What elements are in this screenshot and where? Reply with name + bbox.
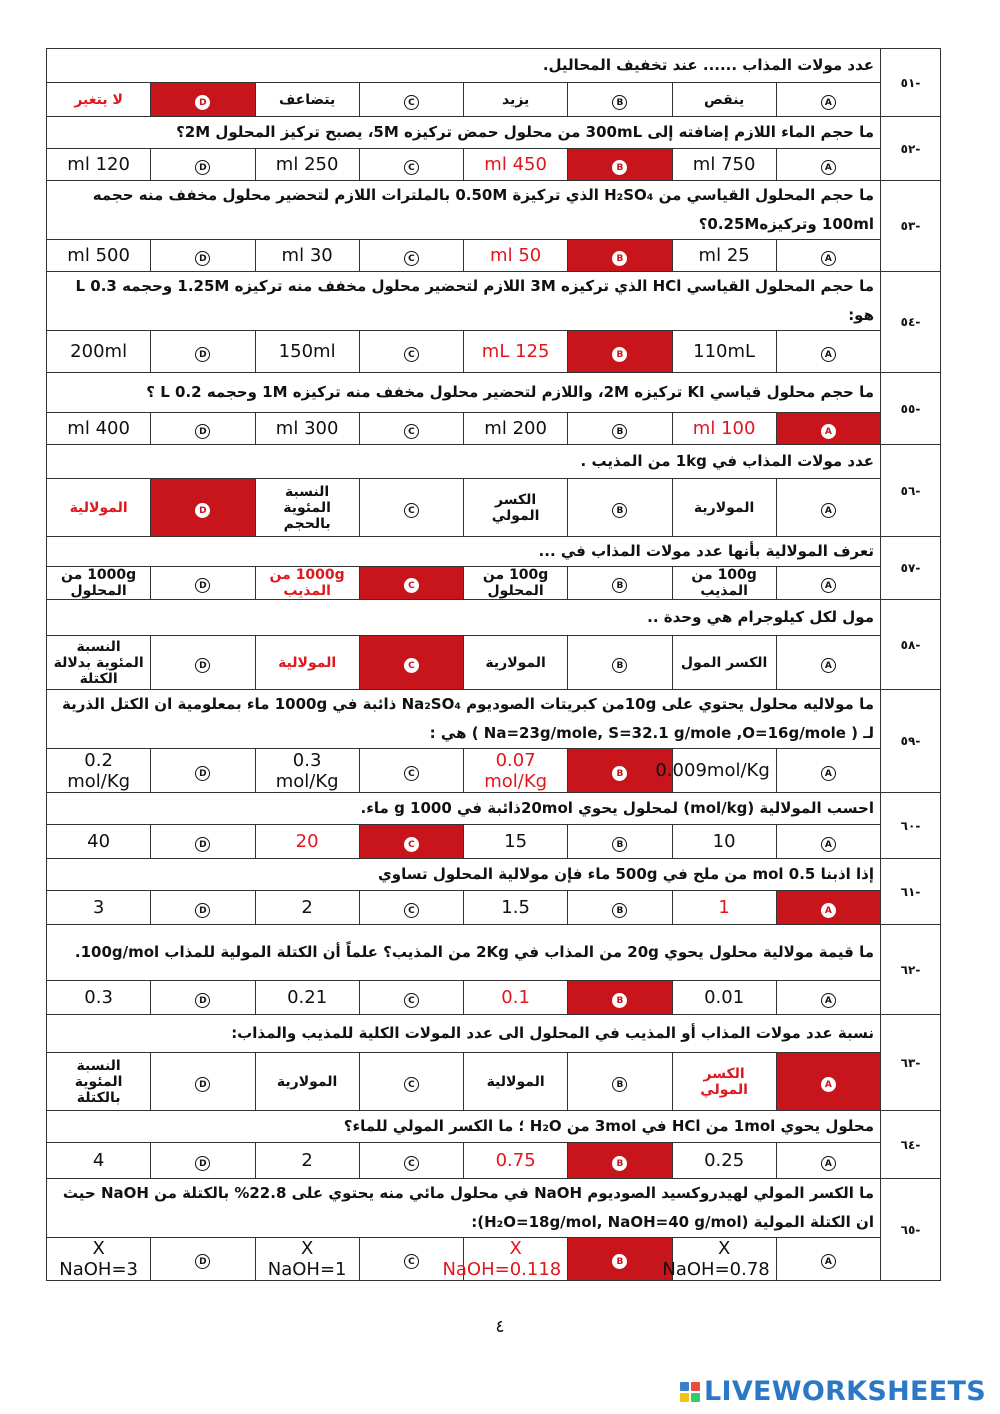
question-number: -٦١ xyxy=(881,859,941,925)
option-a-answer[interactable]: الكسر المولي xyxy=(672,1053,776,1111)
option-a-marker[interactable] xyxy=(776,1053,880,1111)
option-c-answer[interactable]: 20 xyxy=(255,825,359,859)
option-a-answer[interactable]: 10 xyxy=(672,825,776,859)
question-row xyxy=(47,793,941,825)
questions-table xyxy=(46,48,941,1281)
option-c-marker[interactable] xyxy=(359,149,463,181)
option-c-answer[interactable]: 250 ml xyxy=(255,149,359,181)
option-b-answer[interactable]: 200 ml xyxy=(464,413,568,445)
option-b-marker[interactable] xyxy=(568,981,672,1015)
option-letter-icon: A xyxy=(821,95,836,110)
answer-row xyxy=(47,1053,941,1111)
option-d-marker[interactable] xyxy=(151,749,255,793)
option-a-marker[interactable] xyxy=(776,636,880,690)
option-a-marker[interactable] xyxy=(776,83,880,117)
option-b-marker[interactable] xyxy=(568,1238,672,1281)
option-b-answer[interactable]: 450 ml xyxy=(464,149,568,181)
answer-row xyxy=(47,149,941,181)
option-b-marker[interactable] xyxy=(568,825,672,859)
option-letter-icon: C xyxy=(404,251,419,266)
question-text: عدد مولات المذاب في 1kg من المذيب . xyxy=(47,445,881,479)
option-b-answer[interactable]: 15 xyxy=(464,825,568,859)
option-a-answer[interactable]: X NaOH=0.78 xyxy=(672,1238,776,1281)
option-c-marker[interactable] xyxy=(359,567,463,600)
option-c-marker[interactable] xyxy=(359,240,463,272)
option-letter-icon: B xyxy=(612,424,627,439)
option-c-answer[interactable]: 300 ml xyxy=(255,413,359,445)
question-row xyxy=(47,373,941,413)
option-d-answer[interactable]: X NaOH=3 xyxy=(47,1238,151,1281)
option-d-marker[interactable] xyxy=(151,413,255,445)
option-a-marker[interactable] xyxy=(776,149,880,181)
option-letter-icon: B xyxy=(612,347,627,362)
option-b-marker[interactable] xyxy=(568,240,672,272)
option-letter-icon: A xyxy=(821,658,836,673)
option-c-marker[interactable] xyxy=(359,749,463,793)
option-d-marker[interactable] xyxy=(151,479,255,537)
question-number: -٦٣ xyxy=(881,1015,941,1111)
option-b-answer[interactable]: 100g من المحلول xyxy=(464,567,568,600)
option-letter-icon: C xyxy=(404,160,419,175)
option-c-answer[interactable]: المولارية xyxy=(255,1053,359,1111)
option-letter-icon: B xyxy=(612,1254,627,1269)
option-b-answer[interactable]: المولارية xyxy=(464,636,568,690)
option-b-answer[interactable]: 1.5 xyxy=(464,891,568,925)
option-a-marker[interactable] xyxy=(776,749,880,793)
question-row xyxy=(47,925,941,981)
answer-row xyxy=(47,891,941,925)
option-b-answer[interactable]: الكسر المولي xyxy=(464,479,568,537)
option-a-marker[interactable] xyxy=(776,479,880,537)
question-row xyxy=(47,537,941,567)
option-letter-icon: C xyxy=(404,766,419,781)
question-row xyxy=(47,1179,941,1238)
option-b-marker[interactable] xyxy=(568,149,672,181)
option-c-answer[interactable]: يتضاعف xyxy=(255,83,359,117)
option-a-answer[interactable]: الكسر المول xyxy=(672,636,776,690)
option-letter-icon: D xyxy=(195,424,210,439)
option-a-marker[interactable] xyxy=(776,567,880,600)
option-d-marker[interactable] xyxy=(151,891,255,925)
option-d-marker[interactable] xyxy=(151,240,255,272)
option-d-marker[interactable] xyxy=(151,149,255,181)
question-text: احسب المولالية (mol/kg) لمحلول يحوي 20molذائبة في 1000 g ماء. xyxy=(47,793,881,825)
answer-row xyxy=(47,1143,941,1179)
option-d-answer[interactable]: 200ml xyxy=(47,331,151,373)
option-c-answer[interactable]: 150ml xyxy=(255,331,359,373)
option-d-marker[interactable] xyxy=(151,1143,255,1179)
option-letter-icon: A xyxy=(821,503,836,518)
option-letter-icon: A xyxy=(821,993,836,1008)
option-b-answer[interactable]: المولالية xyxy=(464,1053,568,1111)
option-d-marker[interactable] xyxy=(151,825,255,859)
option-letter-icon: D xyxy=(195,1077,210,1092)
question-text: ما قيمة مولالية محلول يحوي 20g من المذاب في 2Kg من المذيب؟ علماً أن الكتلة المولية للمذاب 100g/mol. xyxy=(47,925,881,981)
question-text: ما مولاليه محلول يحتوي على 10gمن كبريتات الصوديوم Na₂SO₄ ذائبة في 1000g ماء بمعلومية ان الكتل الذرية لـ ( Na=23g/mole, S=32.1 g/mole ,O=16g/mole ) هي : xyxy=(47,690,881,749)
option-letter-icon: B xyxy=(612,95,627,110)
option-d-marker[interactable] xyxy=(151,1238,255,1281)
answer-row xyxy=(47,83,941,117)
option-a-answer[interactable]: ينقص xyxy=(672,83,776,117)
option-letter-icon: C xyxy=(404,1156,419,1171)
option-a-answer[interactable]: 0.01 xyxy=(672,981,776,1015)
option-d-answer[interactable]: 0.3 xyxy=(47,981,151,1015)
option-letter-icon: C xyxy=(404,95,419,110)
option-letter-icon: A xyxy=(821,837,836,852)
option-b-marker[interactable] xyxy=(568,636,672,690)
option-c-marker[interactable] xyxy=(359,413,463,445)
option-letter-icon: D xyxy=(195,1156,210,1171)
option-letter-icon: C xyxy=(404,578,419,593)
answer-row xyxy=(47,1238,941,1281)
option-letter-icon: D xyxy=(195,503,210,518)
option-d-answer[interactable]: 1000g من المحلول xyxy=(47,567,151,600)
option-b-marker[interactable] xyxy=(568,331,672,373)
option-letter-icon: C xyxy=(404,424,419,439)
logo-icon xyxy=(680,1382,700,1402)
option-d-marker[interactable] xyxy=(151,1053,255,1111)
question-row xyxy=(47,181,941,240)
question-number: -٥٥ xyxy=(881,373,941,445)
option-letter-icon: D xyxy=(195,903,210,918)
question-row xyxy=(47,272,941,331)
option-b-answer[interactable]: 0.1 xyxy=(464,981,568,1015)
question-text: ما حجم محلول قياسي KI تركيزه 2M، واللازم لتحضير محلول مخفف منه تركيزه 1M وحجمه 0.2 L ؟ xyxy=(47,373,881,413)
option-letter-icon: D xyxy=(195,251,210,266)
question-text: ما حجم الماء اللازم إضافته إلى 300mL من محلول حمض تركيزه 5M، يصبح تركيز المحلول 2M؟ xyxy=(47,117,881,149)
option-letter-icon: D xyxy=(195,837,210,852)
option-b-answer[interactable]: 0.75 xyxy=(464,1143,568,1179)
option-b-answer[interactable]: 0.07 mol/Kg xyxy=(464,749,568,793)
answer-row xyxy=(47,331,941,373)
option-letter-icon: A xyxy=(821,766,836,781)
option-c-answer[interactable]: المولالية xyxy=(255,636,359,690)
option-b-answer[interactable]: 125 mL xyxy=(464,331,568,373)
question-text: ما حجم المحلول القياسي من H₂SO₄ الذي تركيزة 0.50M بالملترات اللازم لتحضير محلول مخفف منه حجمه 100ml وتركيزه0.25M؟ xyxy=(47,181,881,240)
option-d-answer[interactable]: 400 ml xyxy=(47,413,151,445)
option-letter-icon: D xyxy=(195,766,210,781)
question-number: -٦٠ xyxy=(881,793,941,859)
option-d-answer[interactable]: لا يتغير xyxy=(47,83,151,117)
option-c-marker[interactable] xyxy=(359,981,463,1015)
option-letter-icon: C xyxy=(404,347,419,362)
option-a-marker[interactable] xyxy=(776,891,880,925)
option-b-marker[interactable] xyxy=(568,83,672,117)
option-a-answer[interactable]: 110mL xyxy=(672,331,776,373)
option-c-answer[interactable]: X NaOH=1 xyxy=(255,1238,359,1281)
option-letter-icon: B xyxy=(612,766,627,781)
option-a-marker[interactable] xyxy=(776,981,880,1015)
option-letter-icon: A xyxy=(821,1254,836,1269)
option-a-answer[interactable]: 25 ml xyxy=(672,240,776,272)
option-b-marker[interactable] xyxy=(568,567,672,600)
question-number: -٥٣ xyxy=(881,181,941,272)
option-letter-icon: A xyxy=(821,347,836,362)
option-d-answer[interactable]: 4 xyxy=(47,1143,151,1179)
option-c-marker[interactable] xyxy=(359,891,463,925)
question-number: -٥١ xyxy=(881,49,941,117)
option-d-answer[interactable]: 120 ml xyxy=(47,149,151,181)
page-number: ٤ xyxy=(495,1317,505,1337)
option-a-answer[interactable]: 100g من المذيب xyxy=(672,567,776,600)
option-letter-icon: C xyxy=(404,903,419,918)
option-letter-icon: A xyxy=(821,251,836,266)
option-letter-icon: B xyxy=(612,578,627,593)
option-letter-icon: B xyxy=(612,1077,627,1092)
answer-row xyxy=(47,749,941,793)
option-letter-icon: B xyxy=(612,993,627,1008)
option-d-answer[interactable]: النسبة المئوية بدلالة الكتلة xyxy=(47,636,151,690)
question-text: ما حجم المحلول القياسي HCl الذي تركيزه 3M اللازم لتحضير محلول مخفف منه تركيزه 1.25M وحجمه 0.3 L هو: xyxy=(47,272,881,331)
option-a-marker[interactable] xyxy=(776,825,880,859)
option-c-answer[interactable]: النسبة المئوية بالحجم xyxy=(255,479,359,537)
option-c-marker[interactable] xyxy=(359,825,463,859)
option-a-marker[interactable] xyxy=(776,1238,880,1281)
option-letter-icon: B xyxy=(612,837,627,852)
option-b-marker[interactable] xyxy=(568,1053,672,1111)
question-row xyxy=(47,445,941,479)
option-a-marker[interactable] xyxy=(776,240,880,272)
question-text: إذا اذبنا 0.5 mol من ملح في 500g ماء فإن مولالية المحلول تساوي xyxy=(47,859,881,891)
option-letter-icon: B xyxy=(612,160,627,175)
option-b-answer[interactable]: يزيد xyxy=(464,83,568,117)
option-letter-icon: A xyxy=(821,578,836,593)
option-letter-icon: A xyxy=(821,1156,836,1171)
option-letter-icon: A xyxy=(821,160,836,175)
option-letter-icon: B xyxy=(612,658,627,673)
question-number: -٥٤ xyxy=(881,272,941,373)
option-b-marker[interactable] xyxy=(568,1143,672,1179)
option-c-marker[interactable] xyxy=(359,1053,463,1111)
question-text: مول لكل كيلوجرام هي وحدة .. xyxy=(47,600,881,636)
option-a-answer[interactable]: 750 ml xyxy=(672,149,776,181)
option-letter-icon: D xyxy=(195,578,210,593)
option-b-marker[interactable] xyxy=(568,413,672,445)
logo-text: LIVEWORKSHEETS xyxy=(703,1376,986,1407)
option-c-answer[interactable]: 0.21 xyxy=(255,981,359,1015)
option-d-marker[interactable] xyxy=(151,636,255,690)
option-letter-icon: B xyxy=(612,251,627,266)
option-d-answer[interactable]: 40 xyxy=(47,825,151,859)
answer-row xyxy=(47,479,941,537)
option-c-marker[interactable] xyxy=(359,636,463,690)
question-text: محلول يحوي 1mol من HCl في 3mol من H₂O ؛ ما الكسر المولي للماء؟ xyxy=(47,1111,881,1143)
option-c-marker[interactable] xyxy=(359,331,463,373)
option-d-answer[interactable]: المولالية xyxy=(47,479,151,537)
question-row xyxy=(47,1111,941,1143)
question-number: -٥٩ xyxy=(881,690,941,793)
option-d-answer[interactable]: 500 ml xyxy=(47,240,151,272)
question-row xyxy=(47,1015,941,1053)
option-d-marker[interactable] xyxy=(151,331,255,373)
option-letter-icon: C xyxy=(404,658,419,673)
question-number: -٦٤ xyxy=(881,1111,941,1179)
question-row xyxy=(47,600,941,636)
question-number: -٦٥ xyxy=(881,1179,941,1281)
option-b-answer[interactable]: 50 ml xyxy=(464,240,568,272)
option-a-answer[interactable]: المولارية xyxy=(672,479,776,537)
option-b-answer[interactable]: X NaOH=0.118 xyxy=(464,1238,568,1281)
question-number: -٥٨ xyxy=(881,600,941,690)
option-letter-icon: A xyxy=(821,1077,836,1092)
option-c-answer[interactable]: 2 xyxy=(255,891,359,925)
option-a-marker[interactable] xyxy=(776,1143,880,1179)
question-row xyxy=(47,117,941,149)
option-d-answer[interactable]: 3 xyxy=(47,891,151,925)
question-text: تعرف المولالية بأنها عدد مولات المذاب في ... xyxy=(47,537,881,567)
answer-row xyxy=(47,413,941,445)
option-c-answer[interactable]: 1000g من المذيب xyxy=(255,567,359,600)
option-letter-icon: D xyxy=(195,347,210,362)
option-letter-icon: D xyxy=(195,658,210,673)
option-c-marker[interactable] xyxy=(359,479,463,537)
answer-row xyxy=(47,240,941,272)
question-text: ما الكسر المولي لهيدروكسيد الصوديوم NaOH في محلول مائي منه يحتوي على 22.8% بالكتلة من NaOH حيث ان الكتلة المولية (H₂O=18g/mol, NaOH=40 g/mol): xyxy=(47,1179,881,1238)
question-row xyxy=(47,690,941,749)
option-letter-icon: C xyxy=(404,503,419,518)
option-letter-icon: D xyxy=(195,95,210,110)
option-a-answer[interactable]: 1 xyxy=(672,891,776,925)
option-a-marker[interactable] xyxy=(776,413,880,445)
option-c-marker[interactable] xyxy=(359,83,463,117)
option-b-marker[interactable] xyxy=(568,479,672,537)
answer-row xyxy=(47,825,941,859)
question-number: -٦٢ xyxy=(881,925,941,1015)
question-text: عدد مولات المذاب ...... عند تخفيف المحاليل. xyxy=(47,49,881,83)
option-letter-icon: B xyxy=(612,503,627,518)
option-letter-icon: A xyxy=(821,424,836,439)
option-letter-icon: D xyxy=(195,160,210,175)
option-letter-icon: D xyxy=(195,1254,210,1269)
answer-row xyxy=(47,567,941,600)
answer-row xyxy=(47,981,941,1015)
liveworksheets-logo xyxy=(680,1376,986,1407)
option-a-answer[interactable]: 0.009mol/Kg xyxy=(672,749,776,793)
option-letter-icon: A xyxy=(821,903,836,918)
option-letter-icon: C xyxy=(404,1254,419,1269)
option-a-marker[interactable] xyxy=(776,331,880,373)
option-c-marker[interactable] xyxy=(359,1143,463,1179)
option-letter-icon: D xyxy=(195,993,210,1008)
question-text: نسبة عدد مولات المذاب أو المذيب في المحلول الى عدد المولات الكلية للمذيب والمذاب: xyxy=(47,1015,881,1053)
option-c-answer[interactable]: 0.3 mol/Kg xyxy=(255,749,359,793)
option-d-answer[interactable]: 0.2 mol/Kg xyxy=(47,749,151,793)
option-b-marker[interactable] xyxy=(568,891,672,925)
question-number: -٥٦ xyxy=(881,445,941,537)
option-d-marker[interactable] xyxy=(151,567,255,600)
option-a-answer[interactable]: 0.25 xyxy=(672,1143,776,1179)
question-row xyxy=(47,859,941,891)
option-a-answer[interactable]: 100 ml xyxy=(672,413,776,445)
option-letter-icon: C xyxy=(404,1077,419,1092)
option-letter-icon: C xyxy=(404,993,419,1008)
option-letter-icon: C xyxy=(404,837,419,852)
option-d-marker[interactable] xyxy=(151,83,255,117)
option-d-answer[interactable]: النسبة المئوية بالكتلة xyxy=(47,1053,151,1111)
option-letter-icon: B xyxy=(612,903,627,918)
question-number: -٥٧ xyxy=(881,537,941,600)
question-row xyxy=(47,49,941,83)
option-c-answer[interactable]: 2 xyxy=(255,1143,359,1179)
option-letter-icon: B xyxy=(612,1156,627,1171)
question-number: -٥٢ xyxy=(881,117,941,181)
option-c-answer[interactable]: 30 ml xyxy=(255,240,359,272)
option-d-marker[interactable] xyxy=(151,981,255,1015)
answer-row xyxy=(47,636,941,690)
